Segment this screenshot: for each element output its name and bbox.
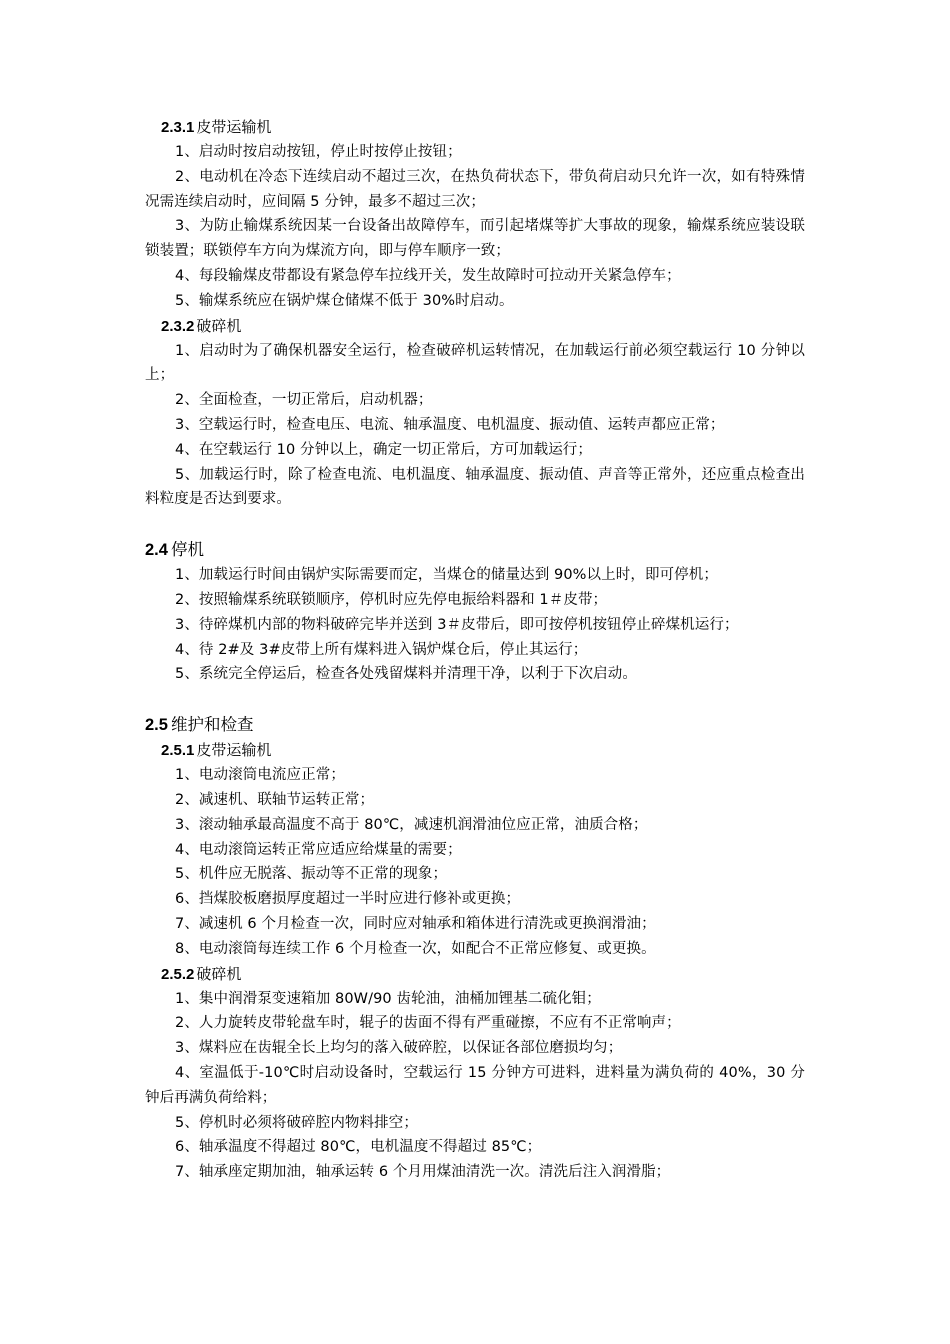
list-item: 3、滚动轴承最高温度不高于 80℃，减速机润滑油位应正常，油质合格； xyxy=(175,816,648,833)
list-item: 1、集中润滑泵变速箱加 80W/90 齿轮油，油桶加锂基二硫化钼； xyxy=(175,990,601,1007)
list-item: 4、室温低于-10℃时启动设备时，空载运行 15 分钟方可进料，进料量为满负荷的 40%，30 分钟后再满负荷给料； xyxy=(145,1064,805,1106)
list-item: 5、停机时必须将破碎腔内物料排空； xyxy=(175,1114,418,1131)
list-item: 2、人力旋转皮带轮盘车时，辊子的齿面不得有严重碰擦，不应有不正常响声； xyxy=(175,1015,681,1032)
subsection-heading xyxy=(145,738,805,763)
list-item: 3、空载运行时，检查电压、电流、轴承温度、电机温度、振动值、运转声都应正常； xyxy=(175,416,725,433)
list-item: 6、轴承温度不得超过 80℃，电机温度不得超过 85℃； xyxy=(175,1139,542,1156)
list-item: 2、按照输煤系统联锁顺序，停机时应先停电振给料器和 1＃皮带； xyxy=(175,591,608,608)
list-item: 2、全面检查，一切正常后，启动机器； xyxy=(175,392,433,409)
section-2-5 xyxy=(145,712,805,738)
heading-number: 2.5.2 xyxy=(161,965,195,983)
spacer xyxy=(145,687,805,712)
list-item: 4、待 2#及 3#皮带上所有煤料进入锅炉煤仓后，停止其运行； xyxy=(175,641,588,658)
heading-number: 2.3.2 xyxy=(161,317,195,335)
heading-number: 2.5 xyxy=(145,716,168,735)
list-item: 3、煤料应在齿辊全长上均匀的落入破碎腔，以保证各部位磨损均匀； xyxy=(175,1040,623,1057)
heading-title: 皮带运输机 xyxy=(196,741,272,760)
heading-number: 2.3.1 xyxy=(161,119,195,136)
list-item: 8、电动滚筒每连续工作 6 个月检查一次，如配合不正常应修复、或更换。 xyxy=(175,940,656,957)
list-item: 7、减速机 6 个月检查一次，同时应对轴承和箱体进行清洗或更换润滑油； xyxy=(175,915,656,932)
spacer xyxy=(145,512,805,537)
heading-title: 破碎机 xyxy=(196,316,242,335)
list-item: 1、加载运行时间由锅炉实际需要而定，当煤仓的储量达到 90%以上时，即可停机； xyxy=(175,567,718,584)
heading-title: 破碎机 xyxy=(196,964,242,983)
section-2-3-1 xyxy=(145,115,805,314)
section-heading xyxy=(145,712,805,738)
list-item: 4、每段输煤皮带都设有紧急停车拉线开关，发生故障时可拉动开关紧急停车； xyxy=(175,267,681,284)
heading-title: 皮带运输机 xyxy=(196,118,272,136)
list-item: 2、电动机在冷态下连续启动不超过三次，在热负荷状态下，带负荷启动只允许一次，如有特殊情况需连续启动时，应间隔 5 分钟，最多不超过三次； xyxy=(145,168,805,210)
heading-title: 停机 xyxy=(170,540,204,560)
list-item: 1、启动时按启动按钮，停止时按停止按钮； xyxy=(175,144,462,160)
heading-number: 2.4 xyxy=(145,541,168,560)
section-2-5-1 xyxy=(145,738,805,961)
section-2-4 xyxy=(145,537,805,687)
list-item: 4、电动滚筒运转正常应适应给煤量的需要； xyxy=(175,841,462,858)
section-2-3-2 xyxy=(145,314,805,513)
list-item: 6、挡煤胶板磨损厚度超过一半时应进行修补或更换； xyxy=(175,891,521,908)
list-item: 5、输煤系统应在锅炉煤仓储煤不低于 30%时启动。 xyxy=(175,292,514,309)
subsection-heading xyxy=(145,314,805,339)
section-2-5-2 xyxy=(145,962,805,1185)
list-item: 1、启动时为了确保机器安全运行，检查破碎机运转情况，在加载运行前必须空载运行 10 分钟以上； xyxy=(145,342,805,384)
list-item: 5、系统完全停运后，检查各处残留煤料并清理干净，以利于下次启动。 xyxy=(175,666,637,683)
list-item: 5、机件应无脱落、振动等不正常的现象； xyxy=(175,866,448,883)
list-item: 4、在空载运行 10 分钟以上，确定一切正常后，方可加载运行； xyxy=(175,441,592,458)
heading-number: 2.5.1 xyxy=(161,742,195,760)
list-item: 2、减速机、联轴节运转正常； xyxy=(175,791,375,808)
list-item: 7、轴承座定期加油，轴承运转 6 个月用煤油清洗一次。清洗后注入润滑脂； xyxy=(175,1164,671,1181)
subsection-heading xyxy=(145,115,805,140)
list-item: 5、加载运行时，除了检查电流、电机温度、轴承温度、振动值、声音等正常外，还应重点检查出料粒度是否达到要求。 xyxy=(145,466,805,508)
section-heading xyxy=(145,537,805,563)
subsection-heading xyxy=(145,962,805,987)
list-item: 3、待碎煤机内部的物料破碎完毕并送到 3＃皮带后，即可按停机按钮停止碎煤机运行； xyxy=(175,616,739,633)
list-item: 1、电动滚筒电流应正常； xyxy=(175,767,345,784)
heading-title: 维护和检查 xyxy=(170,715,254,735)
list-item: 3、为防止输煤系统因某一台设备出故障停车，而引起堵煤等扩大事故的现象，输煤系统应装设联锁装置；联锁停车方向为煤流方向，即与停车顺序一致； xyxy=(145,218,805,260)
